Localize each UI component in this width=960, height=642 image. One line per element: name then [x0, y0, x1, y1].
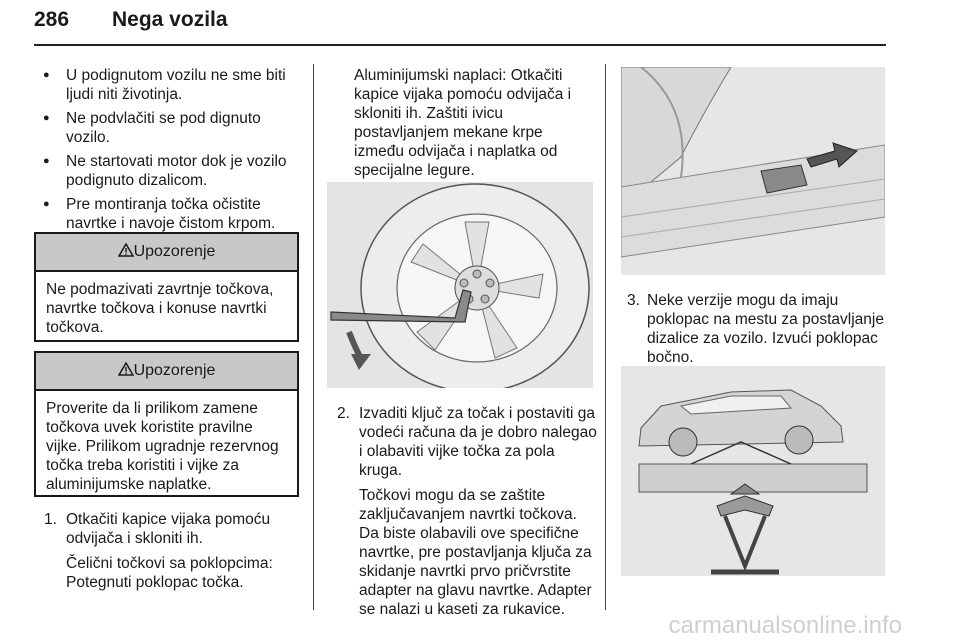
car-jack-illustration — [621, 366, 885, 576]
jack-cover-illustration — [621, 67, 885, 275]
warning-triangle-icon — [118, 362, 134, 376]
column-divider-1 — [313, 64, 314, 610]
step-number: 3. — [627, 292, 640, 309]
step-subtext: Čelični točkovi sa poklopcima: Potegnuti poklopac točka. — [66, 555, 273, 591]
step-3 — [621, 291, 885, 367]
warning-header — [36, 234, 297, 272]
wheel-wrench-illustration — [327, 182, 593, 388]
bullet-item: ● U podignutom vozilu ne sme biti ljudi niti životinja. — [34, 66, 302, 104]
column-1 — [34, 66, 302, 238]
step-text: Izvaditi ključ za točak i postaviti ga vodeći računa da je dobro nalegao i olabaviti vijke točka za pola kruga. — [359, 405, 597, 479]
warning-header — [36, 353, 297, 391]
warning-title: Upozorenje — [133, 243, 216, 260]
page-title: Nega vozila — [112, 8, 228, 31]
bullet-item: ● Ne startovati motor dok je vozilo podignuto dizalicom. — [34, 152, 302, 190]
warning-title: Upozorenje — [133, 362, 216, 379]
step-text: Otkačiti kapice vijaka pomoću odvijača i skloniti ih. — [66, 511, 271, 547]
step-number: 2. — [337, 405, 350, 422]
step-subtext: Točkovi mogu da se zaštite zaključavanjem navrtki točkova. Da biste olabavili ove specifične navrtke, pre postavljanja ključa za skidanje navrtki prvo pričvrstite adapter na glavu navrtke. Adapter se nalazi u kaseti za rukavice. — [359, 487, 592, 618]
warning-box-2 — [34, 351, 299, 497]
bullet-item: ● Pre montiranja točka očistite navrtke i navoje čistom krpom. — [34, 195, 302, 233]
step-number: 1. — [44, 511, 57, 528]
step-text: Neke verzije mogu da imaju poklopac na mestu za postavljanje dizalice za vozilo. Izvući poklopac bočno. — [647, 292, 884, 366]
watermark: carmanualsonline.info — [668, 612, 902, 639]
warning-body: Proverite da li prilikom zamene točkova uvek koristite pravilne vijke. Prilikom ugradnje rezervnog točka treba koristiti i vijke za aluminijumske naplatke. — [46, 400, 279, 493]
page-number: 286 — [34, 8, 70, 31]
step-1 — [34, 510, 302, 592]
column-divider-2 — [605, 64, 606, 610]
warning-body: Ne podmazivati zavrtnje točkova, navrtke točkova i konuse navrtki točkova. — [46, 281, 274, 336]
warning-box-1 — [34, 232, 299, 342]
bullet-item: ● Ne podvlačiti se pod dignuto vozilo. — [34, 109, 302, 147]
warning-triangle-icon — [118, 243, 134, 257]
header-rule — [34, 44, 886, 46]
step-2 — [327, 404, 597, 619]
step-1-continued: Aluminijumski naplaci: Otkačiti kapice vijaka pomoću odvijača i skloniti ih. Zaštiti ivicu postavljanjem mekane krpe između odvijača i naplatka od specijalne legure. — [354, 67, 572, 179]
